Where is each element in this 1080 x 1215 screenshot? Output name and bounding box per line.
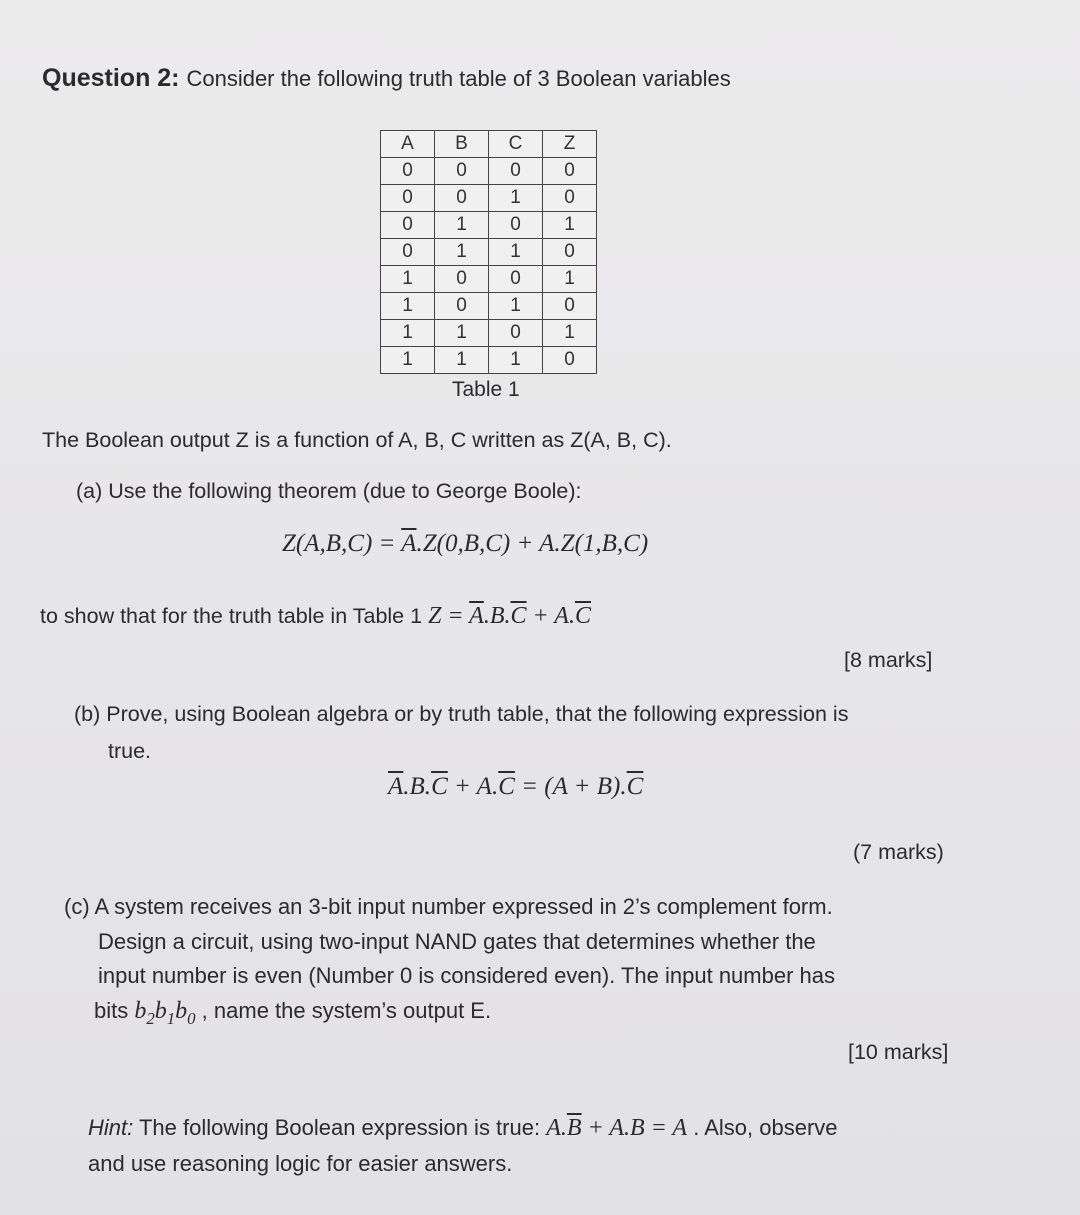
- bit-b2: b: [134, 998, 147, 1024]
- table-row: [381, 266, 597, 293]
- table-cell: 0: [489, 266, 543, 293]
- table-cell: 1: [489, 239, 543, 266]
- table-cell: 1: [381, 347, 435, 374]
- table-cell: 0: [489, 320, 543, 347]
- hint-a: A.: [546, 1115, 567, 1141]
- table-cell: 0: [435, 293, 489, 320]
- table-cell: 0: [381, 158, 435, 185]
- formula-abar: $\overline{A}$: [469, 603, 484, 629]
- part-a-text: (a) Use the following theorem (due to George Boole):: [76, 479, 582, 503]
- table-cell: 1: [435, 212, 489, 239]
- truth-table: [380, 130, 597, 374]
- part-a-marks: [8 marks]: [844, 648, 933, 672]
- table-cell: 0: [543, 347, 597, 374]
- table-cell: 0: [381, 239, 435, 266]
- bit-sub0: 0: [187, 1008, 196, 1028]
- table-cell: 0: [435, 158, 489, 185]
- table-row: [381, 293, 597, 320]
- bit-sub2: 2: [146, 1008, 155, 1028]
- theorem-lhs: Z(A,B,C): [282, 530, 373, 557]
- formula-cbar: $\overline{C}$: [510, 603, 527, 629]
- theorem-equation: [282, 530, 648, 558]
- bit-b1: b: [154, 998, 167, 1024]
- part-c-marks: [10 marks]: [848, 1040, 949, 1064]
- eq2-cbar3: $\overline{C}$: [626, 773, 644, 800]
- table-cell: 1: [381, 293, 435, 320]
- table-cell: 1: [381, 320, 435, 347]
- table-cell: 1: [489, 293, 543, 320]
- truth-table-header: [381, 131, 597, 158]
- table-row: [381, 212, 597, 239]
- bits-expression: [134, 998, 196, 1028]
- table-cell: 0: [489, 158, 543, 185]
- part-c-line1: (c) A system receives an 3-bit input number expressed in 2’s complement form.: [64, 894, 833, 919]
- formula-b: .B.: [483, 603, 511, 629]
- hint-line2: and use reasoning logic for easier answers.: [88, 1151, 513, 1176]
- question-label: Question 2:: [42, 64, 180, 92]
- part-a-show-text: to show that for the truth table in Table 1: [40, 604, 423, 628]
- hint-label: Hint:: [88, 1115, 134, 1140]
- table-cell: 0: [435, 266, 489, 293]
- table-cell: 0: [543, 185, 597, 212]
- formula-z: Z =: [428, 603, 470, 629]
- hint-formula: [546, 1115, 687, 1141]
- part-c-line2: Design a circuit, using two-input NAND gates that determines whether the: [98, 929, 816, 954]
- part-b-marks: (7 marks): [853, 840, 944, 864]
- table-cell: 0: [381, 212, 435, 239]
- header-b: B: [435, 131, 489, 158]
- hint-text: The following Boolean expression is true:: [138, 1115, 541, 1140]
- part-b-equation: [388, 773, 643, 801]
- theorem-abar: $\overline{A}$: [401, 530, 417, 557]
- hint-line1: [88, 1115, 838, 1142]
- table-cell: 1: [435, 347, 489, 374]
- theorem-rhs: .Z(0,B,C) + A.Z(1,B,C): [416, 530, 649, 557]
- eq2-plus: + A.: [447, 773, 499, 800]
- question-title: [42, 64, 731, 93]
- table-cell: 1: [435, 239, 489, 266]
- part-c-line4-post: , name the system’s output E.: [201, 998, 492, 1023]
- table-cell: 0: [543, 239, 597, 266]
- hint-bbar: $\overline{B}$: [566, 1115, 582, 1141]
- table-row: [381, 347, 597, 374]
- part-a-show-line: [40, 603, 591, 630]
- part-c-line4: [94, 998, 491, 1029]
- header-a: A: [381, 131, 435, 158]
- eq2-rhs: = (A + B).: [514, 773, 627, 800]
- part-b-line1: (b) Prove, using Boolean algebra or by truth table, that the following expression is: [74, 702, 849, 726]
- table-cell: 0: [435, 185, 489, 212]
- part-c-line3: input number is even (Number 0 is considered even). The input number has: [98, 963, 835, 988]
- table-cell: 1: [489, 347, 543, 374]
- table-row: [381, 320, 597, 347]
- table-cell: 1: [381, 266, 435, 293]
- table-cell: 1: [543, 320, 597, 347]
- table-cell: 0: [489, 212, 543, 239]
- bit-b0: b: [175, 998, 188, 1024]
- table-cell: 1: [543, 212, 597, 239]
- table-cell: 1: [543, 266, 597, 293]
- hint-rest: + A.B = A: [581, 1115, 688, 1141]
- table-row: [381, 185, 597, 212]
- intro-text: The Boolean output Z is a function of A, B, C written as Z(A, B, C).: [42, 428, 672, 452]
- eq2-cbar2: $\overline{C}$: [498, 773, 515, 800]
- table-cell: 0: [543, 293, 597, 320]
- table-cell: 1: [489, 185, 543, 212]
- table-cell: 0: [381, 185, 435, 212]
- part-b-line2: true.: [108, 739, 152, 763]
- formula-plus: + A.: [526, 603, 575, 629]
- table-cell: 1: [435, 320, 489, 347]
- eq2-b: .B.: [403, 773, 432, 800]
- hint-after: . Also, observe: [693, 1115, 838, 1140]
- part-a-formula: [428, 603, 591, 629]
- part-c-bits-label: bits: [94, 998, 129, 1023]
- header-z: Z: [543, 131, 597, 158]
- formula-cbar2: $\overline{C}$: [574, 603, 591, 629]
- table-cell: 0: [543, 158, 597, 185]
- table-caption: Table 1: [452, 378, 520, 401]
- bit-sub1: 1: [166, 1008, 176, 1028]
- eq2-abar: $\overline{A}$: [388, 773, 404, 800]
- question-text: Consider the following truth table of 3 Boolean variables: [186, 66, 731, 91]
- table-row: [381, 158, 597, 185]
- table-row: [381, 239, 597, 266]
- eq2-cbar: $\overline{C}$: [431, 773, 448, 800]
- theorem-equals: =: [372, 530, 402, 557]
- header-c: C: [489, 131, 543, 158]
